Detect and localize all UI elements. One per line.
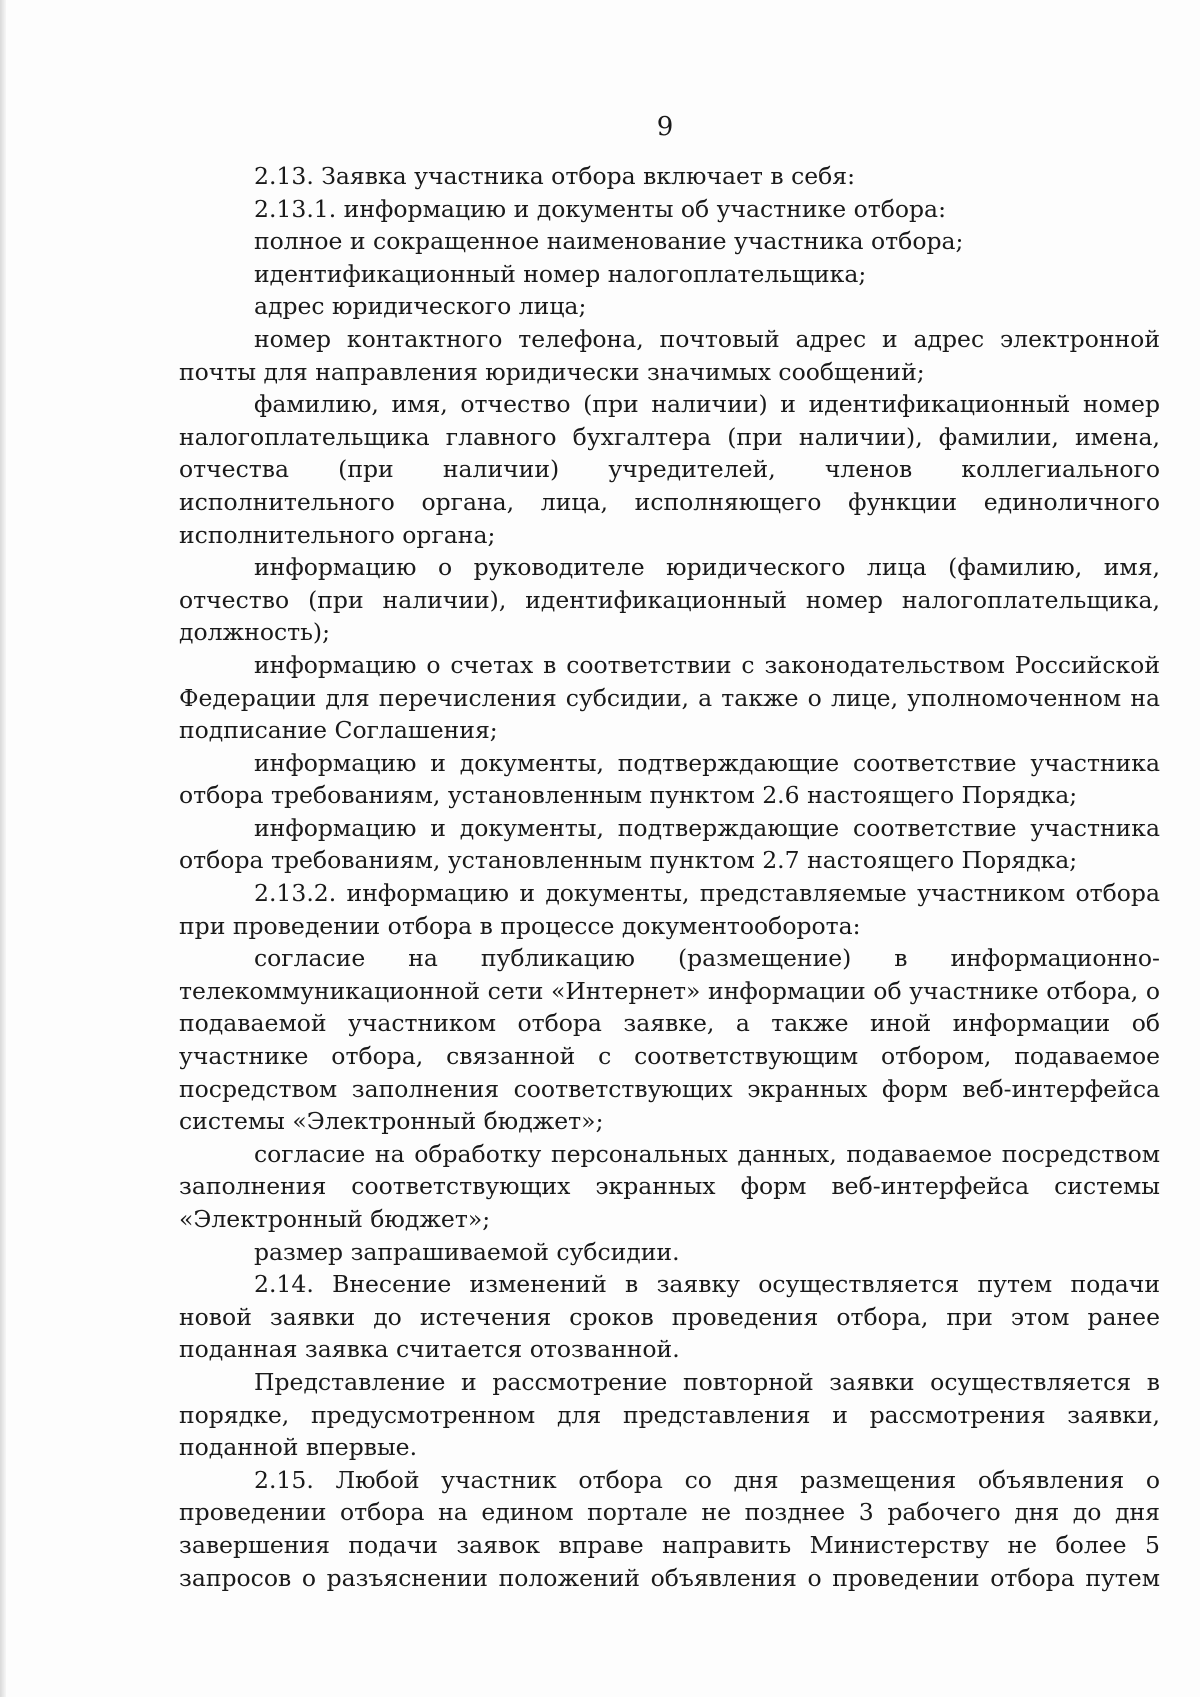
list-item-compliance-2-6: информацию и документы, подтверждающие соответствие участника отбора требованиям, установленным пунктом 2.6 настоящего Порядка; <box>179 748 1160 810</box>
list-item-publication-consent: согласие на публикацию (размещение) в информационно-телекоммуникационной сети «Интернет» информации об участнике отбора, о подаваемой участником отбора заявке, а также иной информации об участнике отбора, связанной с соответствующим отбором, подаваемое посредством заполнения соответствующих экранных форм веб-интерфейса системы «Электронный бюджет»; <box>179 944 1160 1136</box>
document-body <box>179 160 1160 1594</box>
paragraph-2-13: 2.13. Заявка участника отбора включает в себя: <box>254 162 856 190</box>
paragraph-2-15: 2.15. Любой участник отбора со дня размещения объявления о проведении отбора на едином портале не позднее 3 рабочего дня до дня завершения подачи заявок вправе направить Министерству не более 5 запросов о разъяснении положений объявления о проведении отбора путем <box>179 1465 1160 1592</box>
scan-edge-shadow <box>0 0 6 1697</box>
list-item-compliance-2-7: информацию и документы, подтверждающие соответствие участника отбора требованиям, установленным пунктом 2.7 настоящего Порядка; <box>179 813 1160 875</box>
list-item-personal-data-consent: согласие на обработку персональных данных, подаваемое посредством заполнения соответствующих экранных форм веб-интерфейса системы «Электронный бюджет»; <box>179 1139 1160 1233</box>
list-item-legal-address: адрес юридического лица; <box>254 292 587 321</box>
list-item-full-name: полное и сокращенное наименование участника отбора; <box>254 227 964 256</box>
page-number: 9 <box>656 112 674 142</box>
list-item-head-info: информацию о руководителе юридического лица (фамилию, имя, отчество (при наличии), идентификационный номер налогоплательщика, должность); <box>179 553 1160 647</box>
paragraph-resubmission: Представление и рассмотрение повторной заявки осуществляется в порядке, предусмотренном для представления и рассмотрения заявки, поданной впервые. <box>179 1367 1160 1462</box>
paragraph-2-13-2: 2.13.2. информацию и документы, представляемые участником отбора при проведении отбора в процессе документооборота: <box>179 879 1160 940</box>
paragraph-2-13-1: 2.13.1. информацию и документы об участнике отбора: <box>254 194 946 223</box>
list-item-inn: идентификационный номер налогоплательщика; <box>254 259 867 288</box>
list-item-accounts: информацию о счетах в соответствии с законодательством Российской Федерации для перечисления субсидии, а также о лице, уполномоченном на подписание Соглашения; <box>179 650 1160 745</box>
list-item-contacts: номер контактного телефона, почтовый адрес и адрес электронной почты для направления юридически значимых сообщений; <box>179 324 1160 386</box>
paragraph-2-14: 2.14. Внесение изменений в заявку осуществляется путем подачи новой заявки до истечения сроков проведения отбора, при этом ранее поданная заявка считается отозванной. <box>179 1270 1160 1364</box>
list-item-subsidy-amount: размер запрашиваемой субсидии. <box>254 1237 680 1266</box>
list-item-accountant-founders: фамилию, имя, отчество (при наличии) и идентификационный номер налогоплательщика главного бухгалтера (при наличии), фамилии, имена, отчества (при наличии) учредителей, членов коллегиального исполнительного органа, лица, исполняющего функции единоличного исполнительного органа; <box>179 390 1160 549</box>
